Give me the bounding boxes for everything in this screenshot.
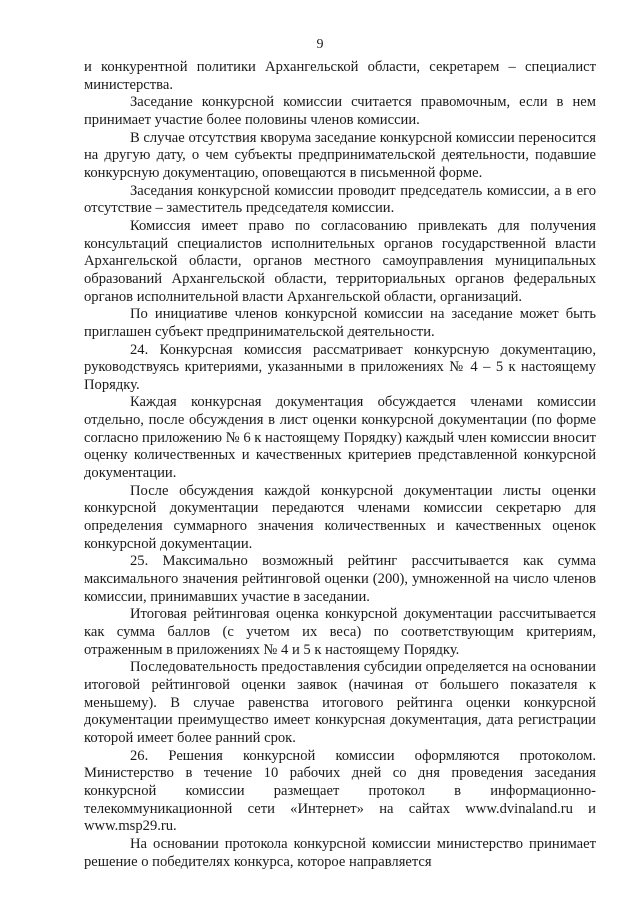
paragraph-2: Заседание конкурсной комиссии считается правомочным, если в нем принимает участие более половины членов комиссии. <box>84 94 596 128</box>
paragraph-1: и конкурентной политики Архангельской области, секретарем – специалист министерства. <box>84 59 596 93</box>
page-number: 9 <box>316 37 324 52</box>
paragraph-6: По инициативе членов конкурсной комиссии на заседание может быть приглашен субъект предпринимательской деятельности. <box>84 306 596 340</box>
paragraph-11: Итоговая рейтинговая оценка конкурсной документации рассчитывается как сумма баллов (с учетом их веса) по соответствующим критериям, отраженным в приложениях № 4 и 5 к настоящему Порядку. <box>84 606 596 658</box>
paragraph-5: Комиссия имеет право по согласованию привлекать для получения консультаций специалистов исполнительных органов государственной власти Архангельской области, органов местного самоуправления муниципальных образований Архангельской области, территориальных органов федеральных органов исполнительной власти Архангельской области, организаций. <box>84 217 596 305</box>
paragraph-8: Каждая конкурсная документация обсуждается членами комиссии отдельно, после обсуждения в лист оценки конкурсной документации (по форме согласно приложению № 6 к настоящему Порядку) каждый член комиссии вносит оценку количественных и качественных критериев представленной конкурсной документации. <box>84 394 596 482</box>
paragraph-3: В случае отсутствия кворума заседание конкурсной комиссии переносится на другую дату, о чем субъекты предпринимательской деятельности, подавшие конкурсную документацию, оповещаются в письменной форме. <box>84 129 596 181</box>
paragraph-9: После обсуждения каждой конкурсной документации листы оценки конкурсной документации передаются членами комиссии секретарю для определения суммарного значения количественных и качественных оценок конкурсной документации. <box>84 482 596 552</box>
paragraph-13: 26. Решения конкурсной комиссии оформляются протоколом. Министерство в течение 10 рабочих дней со дня проведения заседания конкурсной комиссии размещает протокол в информационно-телекоммуникационной сети «Интернет» на сайтах www.dvinaland.ru и www.msp29.ru. <box>84 747 596 835</box>
paragraph-4: Заседания конкурсной комиссии проводит председатель комиссии, а в его отсутствие – заместитель председателя комиссии. <box>84 182 596 217</box>
paragraph-10: 25. Максимально возможный рейтинг рассчитывается как сумма максимального значения рейтинговой оценки (200), умноженной на число членов комиссии, принимавших участие в заседании. <box>84 553 596 605</box>
document-body <box>84 59 596 871</box>
paragraph-7: 24. Конкурсная комиссия рассматривает конкурсную документацию, руководствуясь критериями, указанными в приложениях № 4 – 5 к настоящему Порядку. <box>84 341 596 393</box>
paragraph-12: Последовательность предоставления субсидии определяется на основании итоговой рейтинговой оценки заявок (начиная от большего показателя к меньшему). В случае равенства итогового рейтинга оценки конкурсной документации преимущество имеет конкурсная документация, дата регистрации которой имеет более ранний срок. <box>84 659 596 746</box>
paragraph-14: На основании протокола конкурсной комиссии министерство принимает решение о победителях конкурса, которое направляется <box>84 835 596 870</box>
